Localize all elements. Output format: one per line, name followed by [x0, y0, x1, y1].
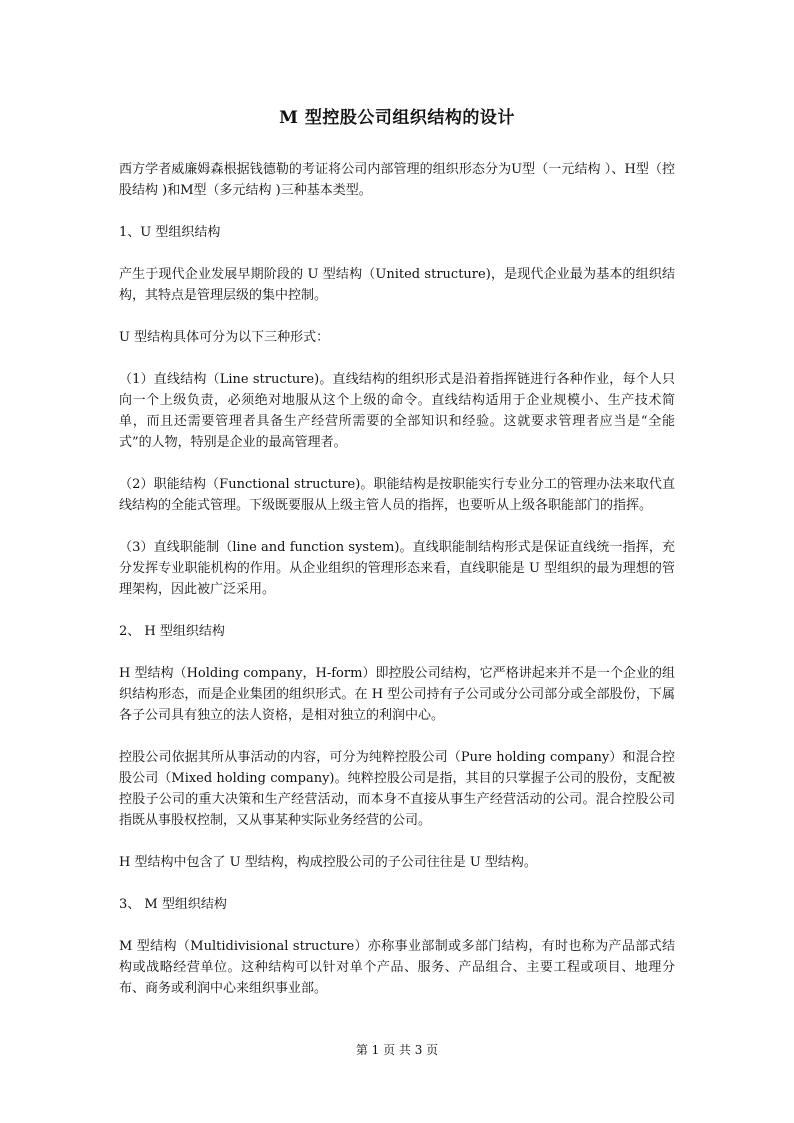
holding-company-types-paragraph: 控股公司依据其所从事活动的内容，可分为纯粹控股公司（Pure holding company）和混合控股公司（Mixed holding company)。纯粹控股公司是指，其目的只掌握子公司的股份，支配被控股子公司的重大决策和生产经营活动，而本身不直接从事生产经营活动的公司。混合控股公司指既从事股权控制，又从事某种实际业务经营的公司。 [119, 750, 675, 828]
document-body [119, 159, 675, 1020]
document-title: M 型控股公司组织结构的设计 [279, 108, 515, 128]
u-type-forms-intro: U 型结构具体可分为以下三种形式： [119, 330, 330, 345]
line-function-system-paragraph: （3）直线职能制（line and function system)。直线职能制结构形式是保证直线统一指挥，充分发挥专业职能机构的作用。从企业组织的管理形态来看，直线职能是 U 型组织的最为理想的管理架构，因此被广泛采用。 [119, 540, 675, 597]
u-type-description: 产生于现代企业发展早期阶段的 U 型结构（United structure)，是现代企业最为基本的组织结构，其特点是管理层级的集中控制。 [119, 267, 675, 303]
functional-structure-paragraph: （2）职能结构（Functional structure)。职能结构是按职能实行专业分工的管理办法来取代直线结构的全能式管理。下级既要服从上级主管人员的指挥，也要听从上级各职能部门的指挥。 [119, 477, 675, 513]
h-type-description: H 型结构（Holding company，H-form）即控股公司结构，它严格讲起来并不是一个企业的组织结构形态，而是企业集团的组织形式。在 H 型公司持有子公司或分公司部分或全部股份，下属各子公司具有独立的法人资格，是相对独立的利润中心。 [119, 666, 675, 723]
section-heading-u-type: 1、U 型组织结构 [119, 225, 221, 240]
m-type-description: M 型结构（Multidivisional structure）亦称事业部制或多部门结构，有时也称为产品部式结构或战略经营单位。这种结构可以针对单个产品、服务、产品组合、主要工程或项目、地理分布、商务或利润中心来组织事业部。 [119, 939, 675, 996]
section-heading-h-type: 2、 H 型组织结构 [119, 624, 225, 639]
page-footer: 第 1 页 共 3 页 [355, 1043, 439, 1057]
intro-paragraph: 西方学者威廉姆森根据钱德勒的考证将公司内部管理的组织形态分为U型（一元结构 ）、H型（控股结构 )和M型（多元结构 )三种基本类型。 [119, 162, 675, 198]
section-heading-m-type: 3、 M 型组织结构 [119, 897, 227, 912]
line-structure-paragraph: （1）直线结构（Line structure)。直线结构的组织形式是沿着指挥链进行各种作业，每个人只向一个上级负责，必须绝对地服从这个上级的命令。直线结构适用于企业规模小、生产技术简单，而且还需要管理者具备生产经营所需要的全部知识和经验。这就要求管理者应当是“全能式”的人物，特别是企业的最高管理者。 [119, 372, 675, 450]
h-type-contains-u-type: H 型结构中包含了 U 型结构，构成控股公司的子公司往往是 U 型结构。 [119, 855, 537, 870]
